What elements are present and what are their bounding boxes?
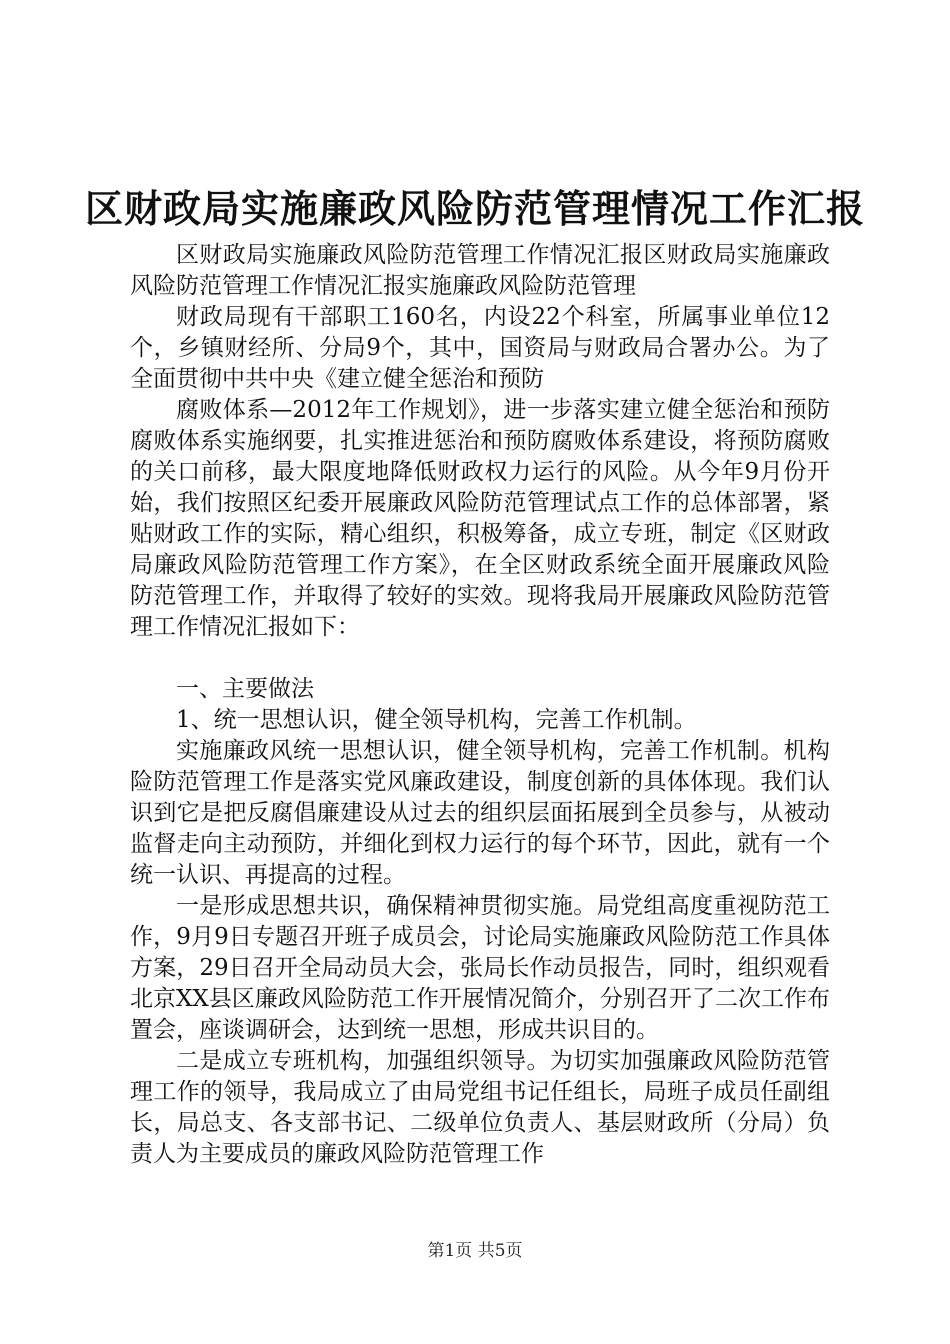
section-heading: 一、主要做法 [176, 676, 314, 702]
document-body [130, 240, 830, 1170]
subheading: 1、统一思想认识，健全领导机构，完善工作机制。 [176, 707, 697, 733]
paragraph: 财政局现有干部职工160名，内设22个科室，所属事业单位12个，乡镇财经所、分局9个，其中，国资局与财政局合署办公。为了全面贯彻中共中央《建立健全惩治和预防 [130, 304, 830, 392]
paragraph: 一是形成思想共识，确保精神贯彻实施。局党组高度重视防范工作，9月9日专题召开班子成员会，讨论局实施廉政风险防范工作具体方案，29日召开全局动员大会，张局长作动员报告，同时，组织观看北京XX县区廉政风险防范工作开展情况简介，分别召开了二次工作布置会，座谈调研会，达到统一思想，形成共识目的。 [130, 893, 830, 1043]
paragraph-spacer [130, 643, 830, 674]
document-title: 区财政局实施廉政风险防范管理情况工作汇报 [84, 186, 865, 231]
paragraph: 腐败体系—2012年工作规划》，进一步落实建立健全惩治和预防腐败体系实施纲要，扎实推进惩治和预防腐败体系建设，将预防腐败的关口前移，最大限度地降低财政权力运行的风险。从今年9月份开始，我们按照区纪委开展廉政风险防范管理试点工作的总体部署，紧贴财政工作的实际，精心组织，积极筹备，成立专班，制定《区财政局廉政风险防范管理工作方案》，在全区财政系统全面开展廉政风险防范管理工作，并取得了较好的实效。现将我局开展廉政风险防范管理工作情况汇报如下： [130, 397, 830, 640]
paragraph: 实施廉政风统一思想认识，健全领导机构，完善工作机制。机构险防范管理工作是落实党风廉政建设，制度创新的具体体现。我们认识到它是把反腐倡廉建设从过去的组织层面拓展到全员参与，从被动监督走向主动预防，并细化到权力运行的每个环节，因此，就有一个统一认识、再提高的过程。 [130, 738, 830, 888]
paragraph: 二是成立专班机构，加强组织领导。为切实加强廉政风险防范管理工作的领导，我局成立了由局党组书记任组长，局班子成员任副组长，局总支、各支部书记、二级单位负责人、基层财政所（分局）负责人为主要成员的廉政风险防范管理工作 [130, 1048, 830, 1167]
paragraph: 区财政局实施廉政风险防范管理工作情况汇报区财政局实施廉政风险防范管理工作情况汇报实施廉政风险防范管理 [130, 242, 830, 299]
page-footer: 第1页 共5页 [427, 1241, 523, 1261]
